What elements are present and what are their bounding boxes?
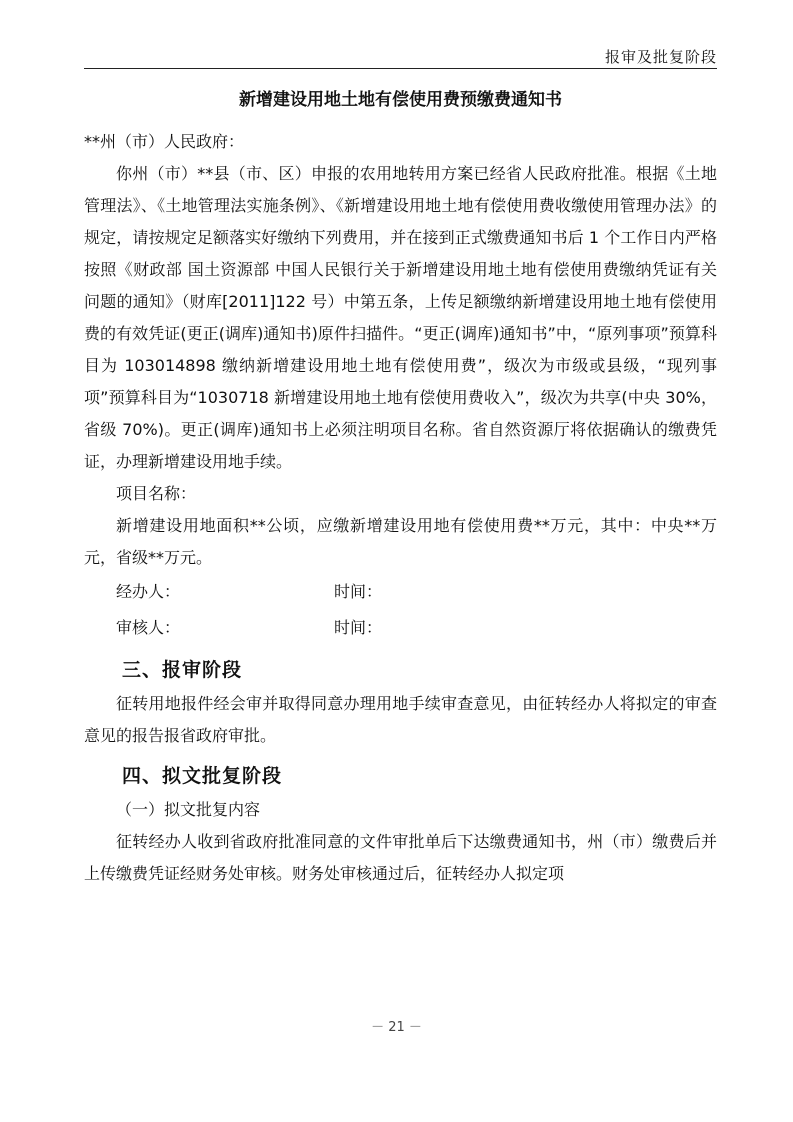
section-3-paragraph: 征转用地报件经会审并取得同意办理用地手续审查意见，由征转经办人将拟定的审查意见的报告报省政府审批。	[84, 694, 717, 745]
handler-time-label: 时间：	[334, 582, 383, 601]
running-header: 报审及批复阶段	[604, 48, 717, 66]
handler-label: 经办人：	[116, 582, 181, 601]
reviewer-label: 审核人：	[116, 618, 181, 637]
reviewer-time-label: 时间：	[334, 618, 383, 637]
handler-row	[84, 574, 717, 610]
header-rule	[84, 68, 717, 69]
notice-recipient: **州（市）人民政府：	[84, 132, 245, 151]
section-3-heading: 三、报审阶段	[122, 659, 243, 681]
section-4-subheading: （一）拟文批复内容	[116, 800, 261, 819]
notice-paragraph-1: 你州（市）**县（市、区）申报的农用地转用方案已经省人民政府批准。根据《土地管理法》、《土地管理法实施条例》、《新增建设用地土地有偿使用费收缴使用管理办法》的规定，请按规定足额落实好缴纳下列费用，并在接到正式缴费通知书后 1 个工作日内严格按照《财政部 国土资源部 中国人民银行关于新增建设用地土地有偿使用费缴纳凭证有关问题的通知》（财库[2011]122 号）中第五条，上传足额缴纳新增建设用地土地有偿使用费的有效凭证(更正(调库)通知书)原件扫描件。“更正(调库)通知书”中，“原列事项”预算科目为 103014898 缴纳新增建设用地土地有偿使用费”，级次为市级或县级，“现列事项”预算科目为“1030718 新增建设用地土地有偿使用费收入”，级次为共享(中央 30%，省级 70%)。更正(调库)通知书上必须注明项目名称。省自然资源厅将依据确认的缴费凭证，办理新增建设用地手续。	[84, 164, 717, 471]
page-body	[84, 88, 717, 890]
notice-paragraph-2: 新增建设用地面积**公顷，应缴新增建设用地有偿使用费**万元，其中：中央**万元，省级**万元。	[84, 516, 717, 567]
project-name-label: 项目名称：	[116, 484, 197, 503]
notice-title: 新增建设用地土地有偿使用费预缴费通知书	[239, 90, 562, 110]
reviewer-row	[84, 610, 717, 646]
section-4-paragraph: 征转经办人收到省政府批准同意的文件审批单后下达缴费通知书，州（市）缴费后并上传缴费凭证经财务处审核。财务处审核通过后，征转经办人拟定项	[84, 832, 717, 883]
section-4-heading: 四、拟文批复阶段	[122, 765, 283, 787]
page-number: － 21 －	[371, 1020, 422, 1035]
